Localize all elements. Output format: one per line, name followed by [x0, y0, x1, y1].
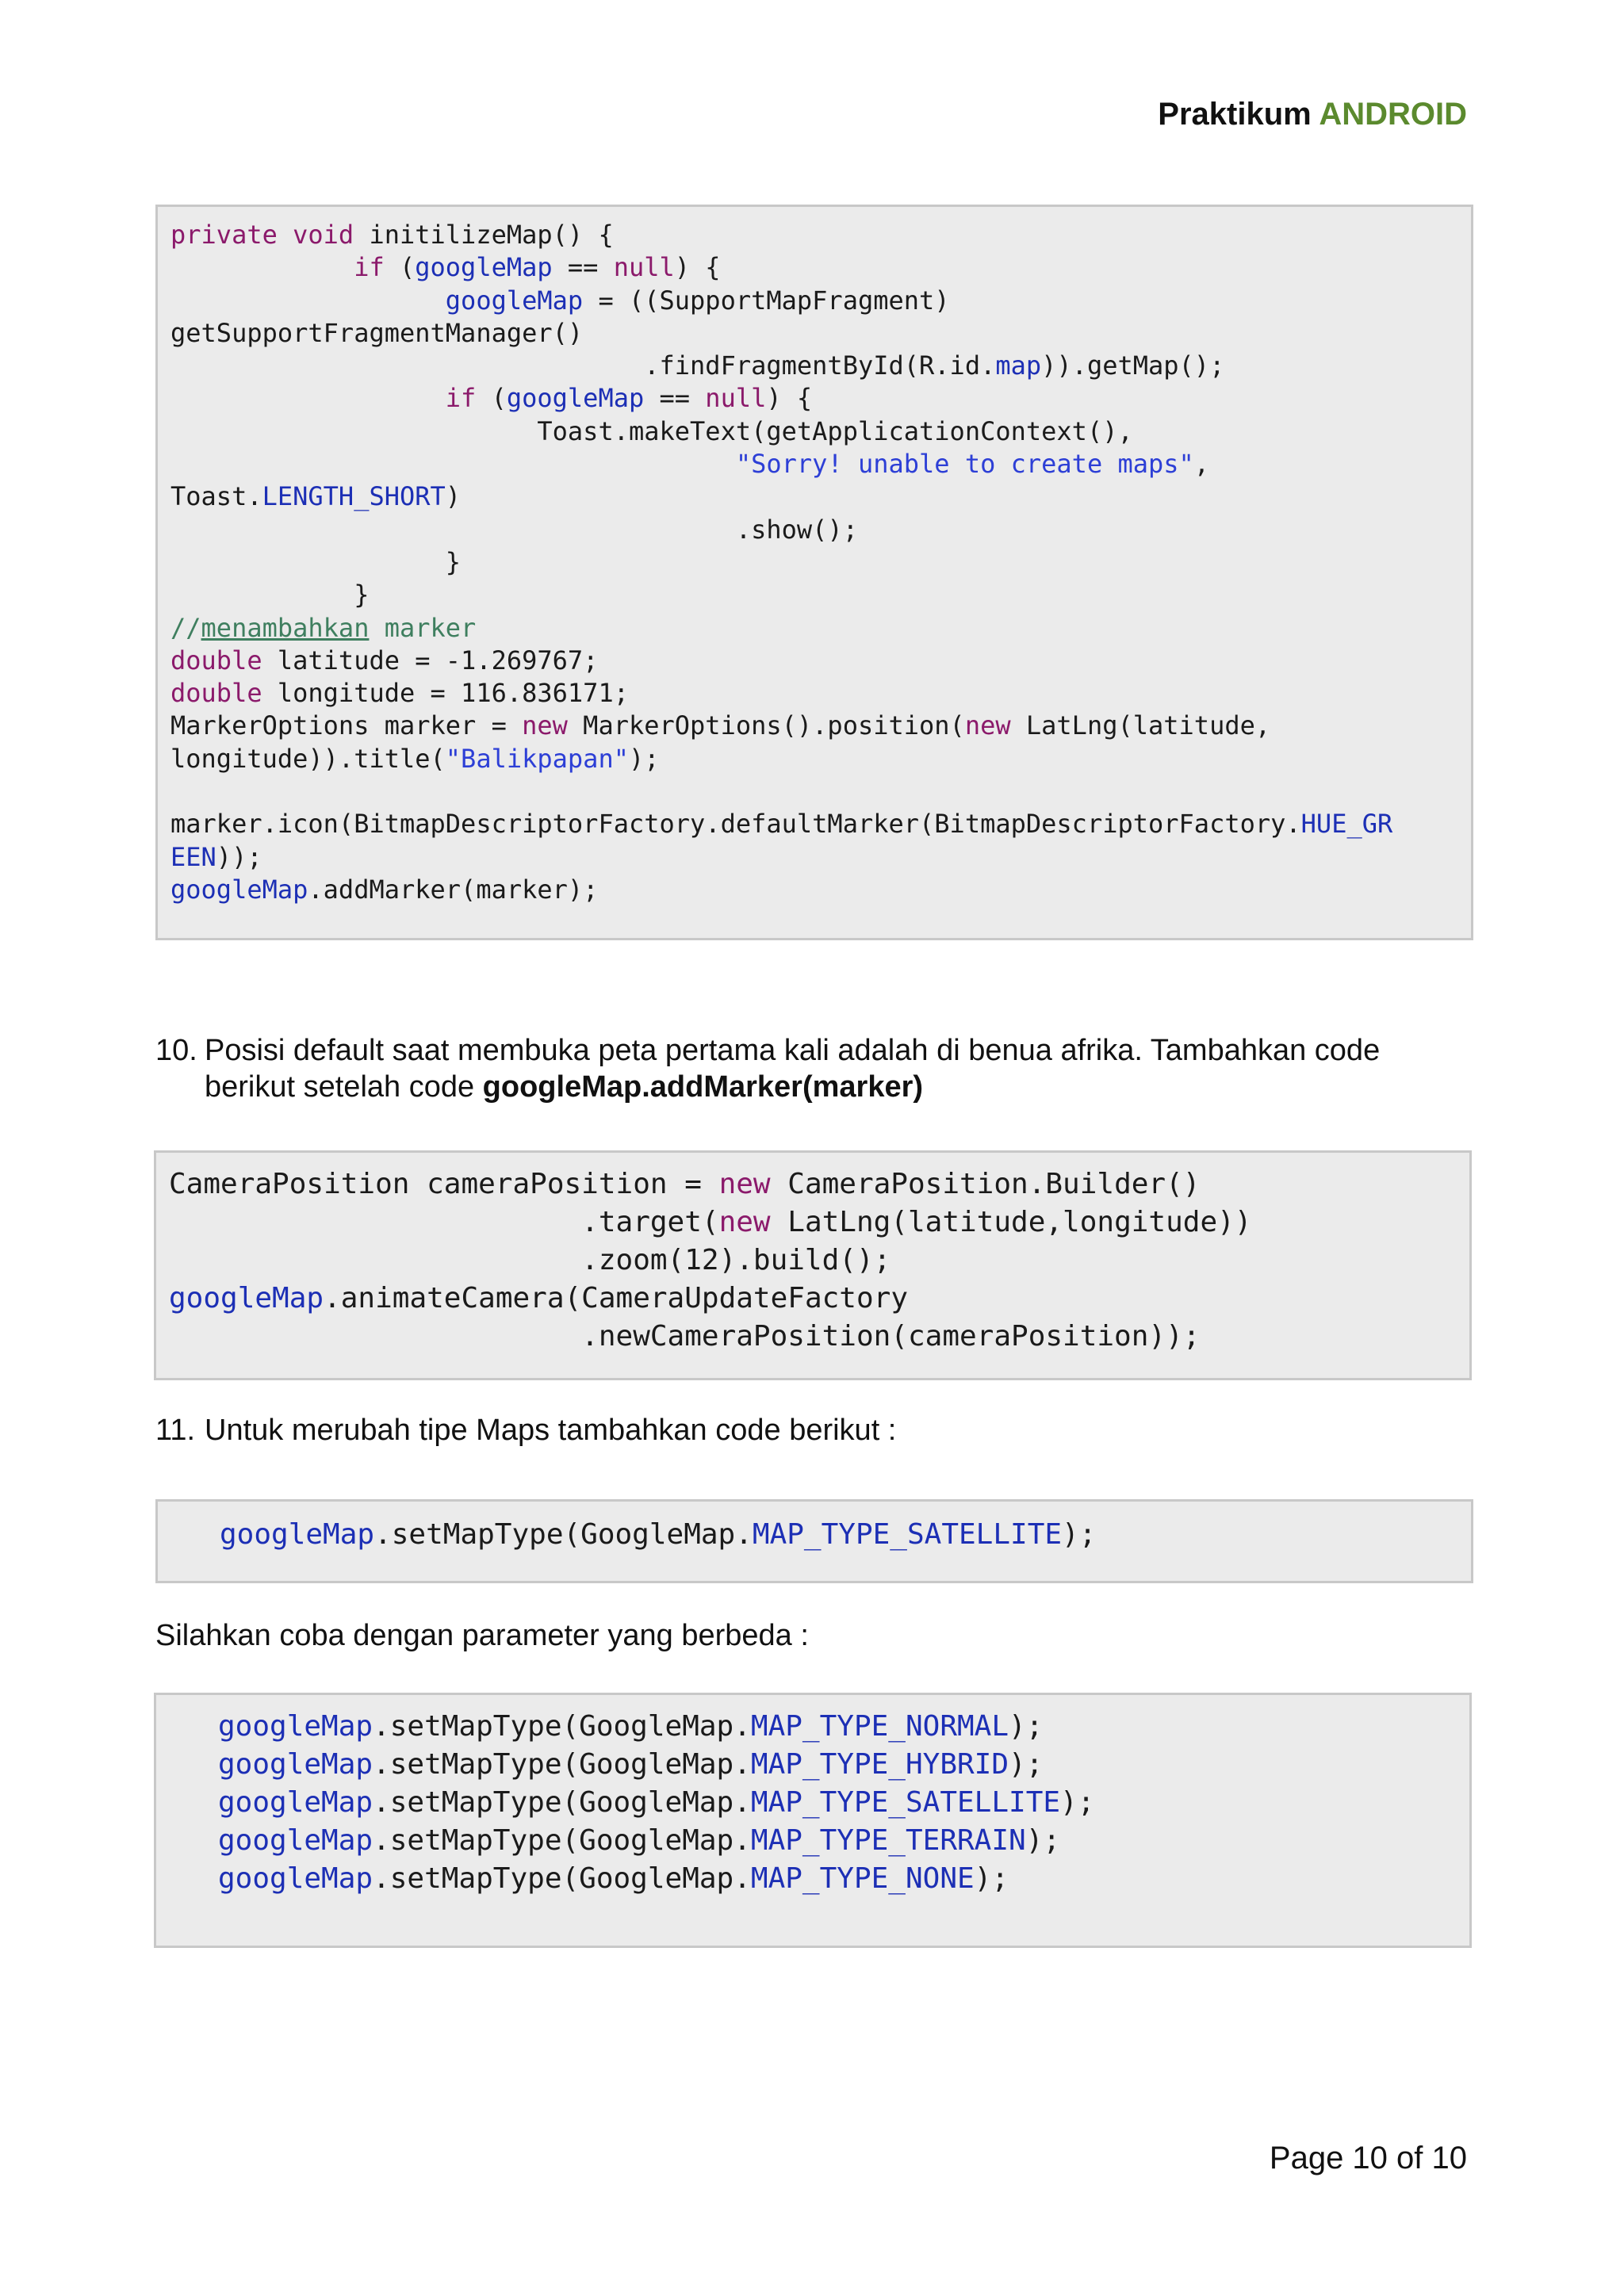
code-block-set-map-type: [155, 1499, 1473, 1583]
page-number: Page 10 of 10: [1269, 2141, 1467, 2175]
page-header: [1158, 97, 1467, 132]
code-line: googleMap.setMapType(GoogleMap.MAP_TYPE_NONE);: [218, 1862, 1009, 1895]
code-block-map-type-options: [154, 1693, 1472, 1948]
code-content: [218, 1708, 1094, 1898]
code-block-camera-position: [154, 1150, 1472, 1380]
header-title-accent: ANDROID: [1319, 97, 1467, 132]
step-11-number: 11.: [155, 1414, 196, 1447]
step-10-line-2: berikut setelah code googleMap.addMarker(marker): [205, 1070, 924, 1104]
code-line: googleMap.setMapType(GoogleMap.MAP_TYPE_SATELLITE);: [218, 1786, 1095, 1819]
step-10-number: 10.: [155, 1034, 197, 1067]
step-10-code-ref: googleMap.addMarker(marker): [482, 1070, 924, 1104]
step-11: [155, 1412, 1472, 1448]
code-block-initialize-map: [155, 205, 1473, 940]
paragraph-try-parameters: Silahkan coba dengan parameter yang berbeda :: [155, 1619, 809, 1652]
code-line: googleMap.setMapType(GoogleMap.MAP_TYPE_NORMAL);: [218, 1710, 1044, 1743]
code-line: googleMap.setMapType(GoogleMap.MAP_TYPE_TERRAIN);: [218, 1824, 1061, 1857]
step-10-text: [205, 1032, 1380, 1105]
step-10-line-1: Posisi default saat membuka peta pertama kali adalah di benua afrika. Tambahkan code: [205, 1034, 1381, 1067]
header-title-prefix: Praktikum: [1158, 97, 1320, 132]
step-11-text: Untuk merubah tipe Maps tambahkan code berikut :: [205, 1414, 897, 1447]
code-content: private void initilizeMap() { if (googleMap == null) { googleMap = ((SupportMapFragment) getSupportFragmentManager() .findFragmentById(R.id.map)).getMap(); if (googleMap == null) { Toast.makeText(getApplicationContext(), "Sorry! unable to create maps", Toast.LENGTH_SHORT) .show(); } } //menambahkan marker double latitude = -1.269767; double longitude = 116.836171; MarkerOptions marker = new MarkerOptions().position(new LatLng(latitude, longitude)).title("Balikpapan"); marker.icon(BitmapDescriptorFactory.defaultMarker(BitmapDescriptorFactory.HUE_GR EEN)); googleMap.addMarker(marker);: [170, 220, 1393, 905]
code-content: googleMap.setMapType(GoogleMap.MAP_TYPE_SATELLITE);: [220, 1518, 1097, 1551]
code-content: CameraPosition cameraPosition = new CameraPosition.Builder() .target(new LatLng(latitude,longitude)) .zoom(12).build(); googleMap.animateCamera(CameraUpdateFactory .newCameraPosition(cameraPosition));: [169, 1168, 1252, 1353]
code-line: googleMap.setMapType(GoogleMap.MAP_TYPE_HYBRID);: [218, 1748, 1044, 1781]
step-10: [155, 1032, 1472, 1108]
